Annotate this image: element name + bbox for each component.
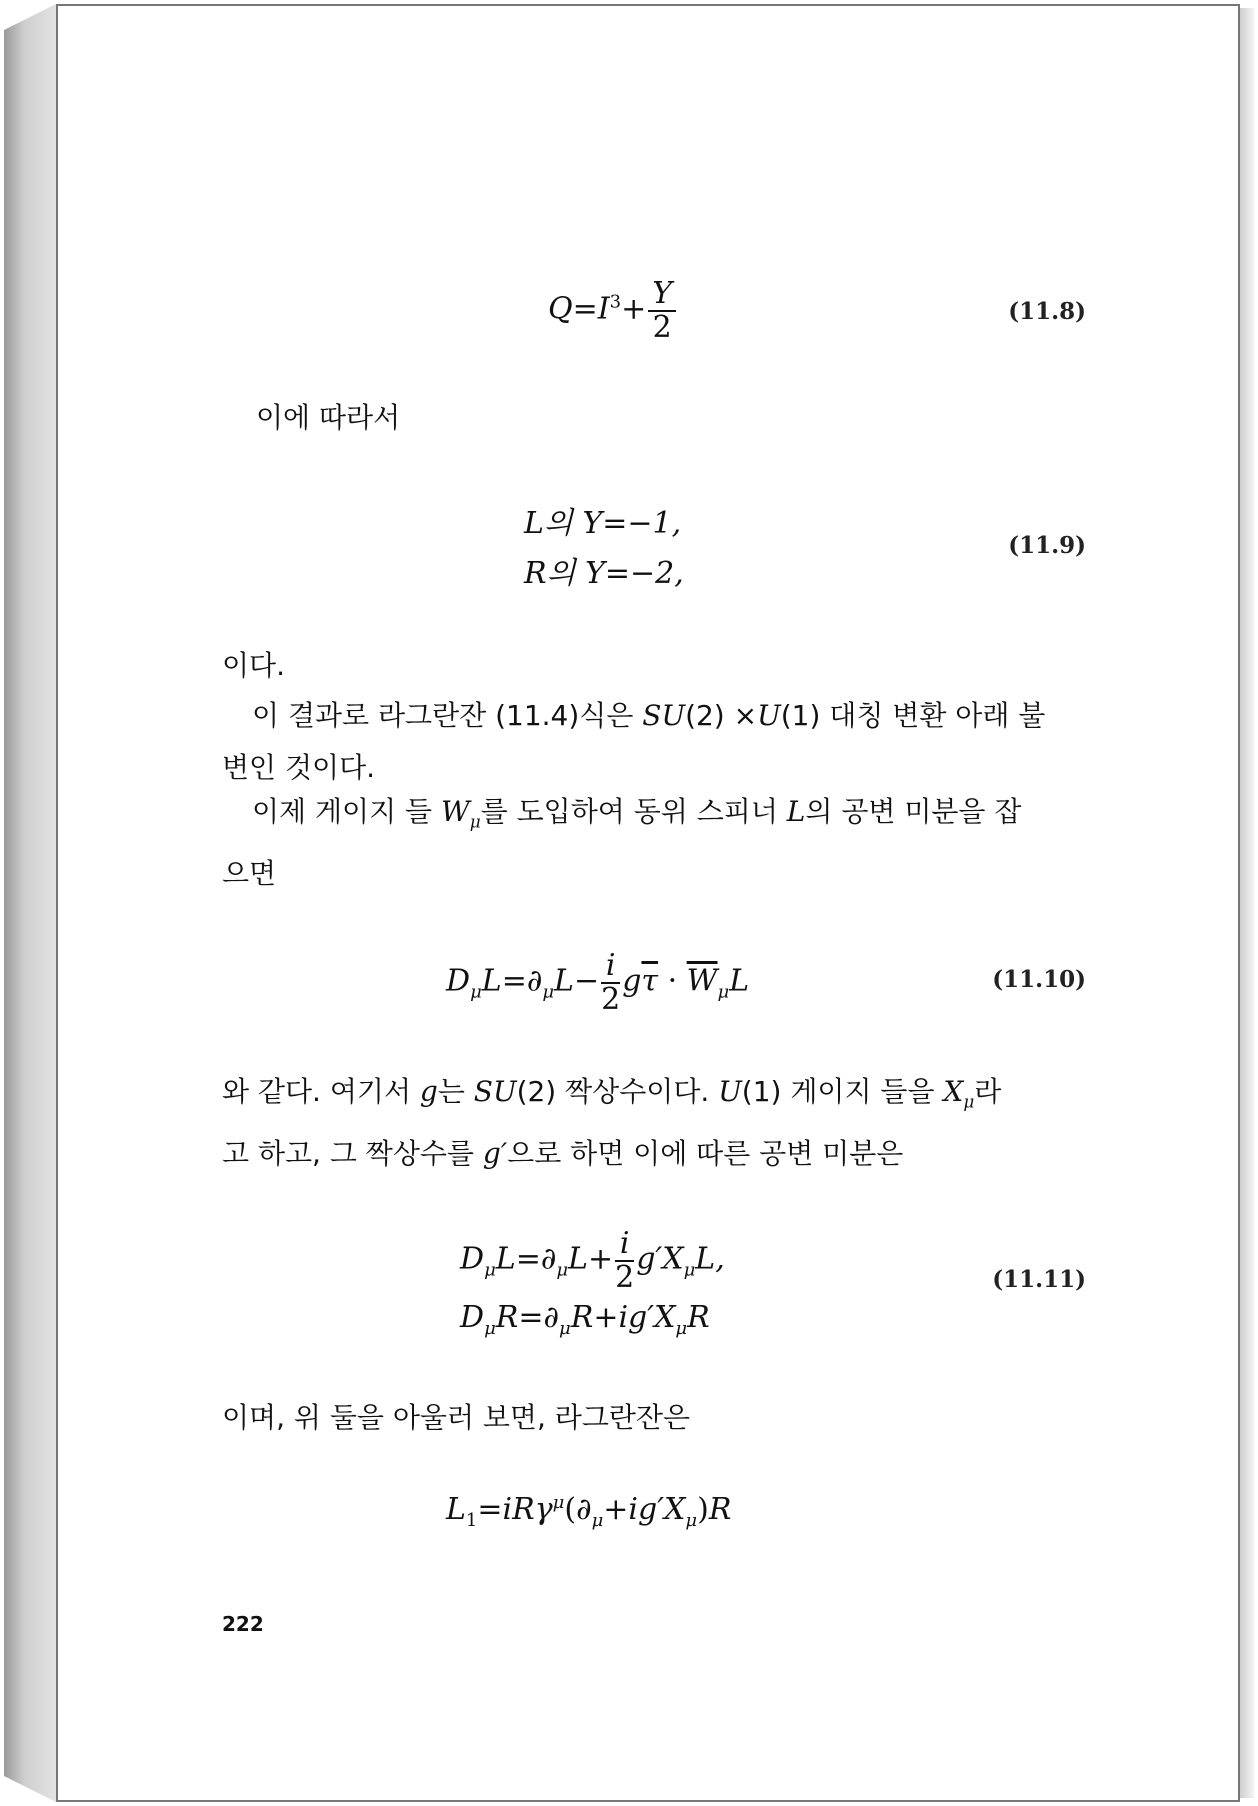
paragraph: 이에 따라서 [256,401,401,434]
equation-11-11-line-2: $D_\mu R=\partial_\mu R+ig'X_\mu R$ [460,1300,710,1339]
equation-11-10: $D_\mu L=\partial_\mu L-$ $\frac{i}{2}$ $g\overline{\tau} \cdot \overline{W}_\mu L$ [446,948,750,1017]
text-run: 를 도입하여 동위 스피너 [480,795,787,828]
paragraph: 이 결과로 라그란잔 (11.4)식은 SU(2) ×U(1) 대칭 변환 아래 불 변인 것이다. [222,699,1046,784]
text-run: 의 공변 미분을 잡 [805,795,1022,828]
page-number: 222 [222,1612,264,1636]
page-edge [1240,8,1254,1798]
equation-number: (11.10) [992,966,1086,993]
text-run: 짝상수이다. [556,1075,719,1108]
text-run: 으면 [222,856,277,890]
paragraph: 와 같다. 여기서 g는 SU(2) 짝상수이다. U(1) 게이지 들을 $X_\mu$라 고 하고, 그 짝상수를 g′으로 하면 이에 따른 공변 미분은 [222,1075,1002,1170]
equation-11-8: $Q=I^3+$ $\frac{Y}{2}$ [548,278,678,343]
text-run: 와 같다. 여기서 [222,1075,420,1108]
equation-number: (11.11) [992,1266,1086,1293]
lagrangian-equation: $L_1=iR\gamma^\mu(\partial_\mu+ig'X_\mu)R$ [446,1492,732,1531]
text-run: 변인 것이다. [222,751,376,784]
text-run: 라 [974,1075,1002,1108]
book-spine [4,4,56,1802]
text-run: 으로 하면 이에 따른 공변 미분은 [507,1136,904,1170]
equation-11-9-line-2: R의 Y=−2, [524,556,684,591]
text-run: 는 [437,1075,474,1108]
equation-11-9-line-1: L의 Y=−1, [524,506,682,541]
paragraph: 이제 게이지 들 $W_\mu$를 도입하여 동위 스피너 L의 공변 미분을 잡 으면 [222,795,1022,890]
text-run: 이 결과로 라그란잔 (11.4)식은 [252,699,643,732]
text-run: 게이지 들을 [781,1075,944,1108]
text-run: 고 하고, 그 짝상수를 [222,1136,483,1170]
equation-number: (11.9) [1008,532,1086,559]
text-run: 이제 게이지 들 [252,795,441,828]
page [56,4,1240,1802]
text-run: 대칭 변환 아래 불 [820,699,1046,732]
equation-number: (11.8) [1008,298,1086,325]
paragraph: 이며, 위 둘을 아울러 보면, 라그란잔은 [222,1401,691,1434]
equation-11-11-line-1: $D_\mu L=\partial_\mu L+$ $\frac{i}{2}$ $g'X_\mu L$, [460,1226,725,1295]
paragraph: 이다. [222,649,285,682]
